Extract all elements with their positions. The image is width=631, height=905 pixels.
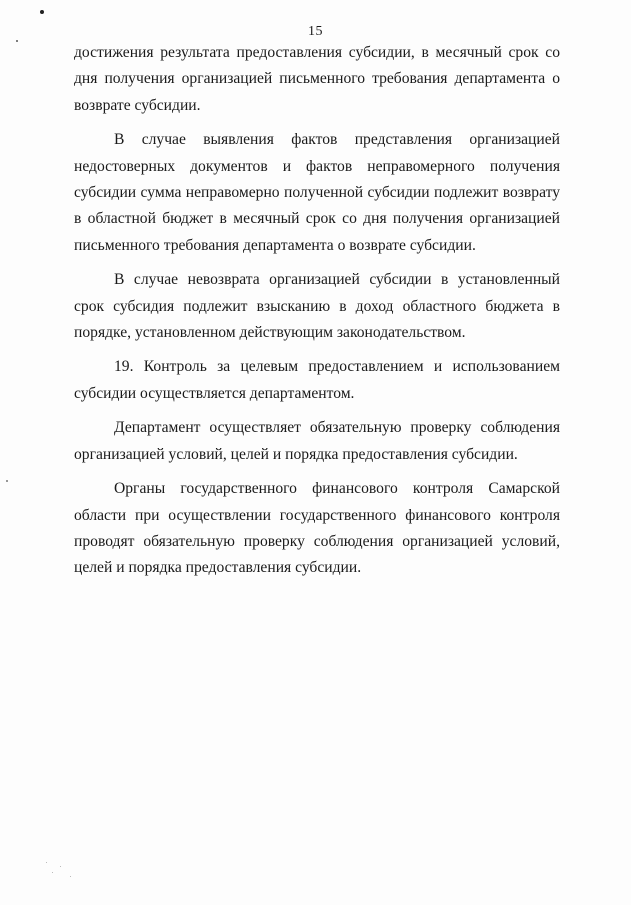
paragraph: 19. Контроль за целевым предоставлением и использованием субсидии осуществляется департаментом. (74, 358, 560, 402)
document-body (74, 40, 560, 590)
paragraph: Департамент осуществляет обязательную проверку соблюдения организацией условий, целей и порядка предоставления субсидии. (74, 419, 560, 463)
scan-speck (70, 876, 71, 877)
scan-speck (60, 866, 61, 867)
scan-dot-mark (40, 10, 44, 14)
paragraph: Органы государственного финансового контроля Самарской области при осуществлении государственного финансового контроля проводят обязательную проверку соблюдения организацией условий, целей и порядка предоставления субсидии. (74, 480, 560, 577)
scan-speck (46, 862, 47, 863)
paragraph: В случае невозврата организацией субсидии в установленный срок субсидия подлежит взысканию в доход областного бюджета в порядке, установленном действующим законодательством. (74, 271, 560, 342)
scan-dot-mark (16, 40, 18, 42)
paragraph: достижения результата предоставления субсидии, в месячный срок со дня получения организацией письменного требования департамента о возврате субсидии. (74, 44, 560, 114)
scan-speck (52, 872, 53, 873)
scan-dot-mark (6, 480, 8, 482)
paragraph: В случае выявления фактов представления организацией недостоверных документов и фактов неправомерного получения субсидии сумма неправомерно полученной субсидии подлежит возврату в областной бюджет в месячный срок со дня получения организацией письменного требования департамента о возврате субсидии. (74, 131, 560, 254)
page-number: 15 (308, 24, 323, 39)
